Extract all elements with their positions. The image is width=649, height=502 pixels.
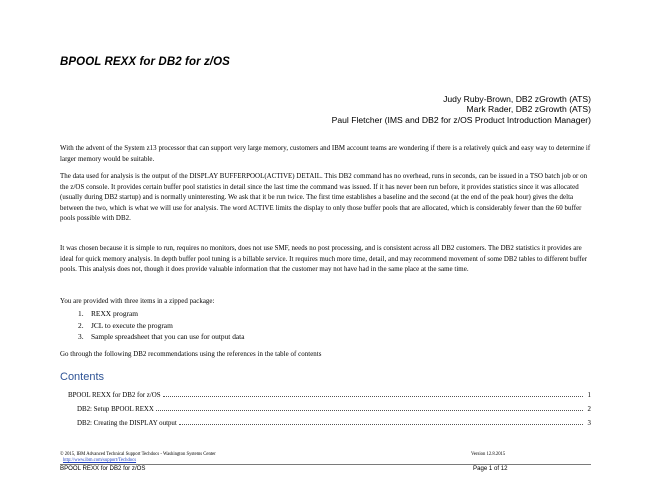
footer-copyright (60, 452, 216, 464)
document-title: BPOOL REXX for DB2 for z/OS (60, 56, 230, 68)
author-line: Judy Ruby-Brown, DB2 zGrowth (ATS) (443, 94, 591, 104)
package-intro-text: You are provided with three items in a zipped package: (60, 298, 215, 305)
toc-entry-page[interactable]: 1 (587, 392, 591, 399)
toc-entry[interactable] (60, 405, 591, 413)
list-item-number: 1. (78, 309, 84, 318)
footer-copyright-text: © 2015, IBM Advanced Technical Support Techdocs - Washington Systems Center (60, 452, 216, 457)
toc-leader-dots (163, 391, 583, 397)
analysis-paragraph (60, 172, 591, 225)
toc-entry-label[interactable]: DB2: Creating the DISPLAY output (77, 420, 177, 427)
toc-leader-dots (156, 405, 583, 411)
list-item-text: Sample spreadsheet that you can use for output data (91, 332, 245, 342)
toc-entry-page[interactable]: 3 (587, 420, 591, 427)
footer-page-number: Page 1 of 12 (473, 465, 508, 472)
footer-document-name: BPOOL REXX for DB2 for z/OS (60, 465, 146, 472)
footer-version: Version 12.8.2015 (471, 452, 506, 457)
package-items-list (78, 308, 245, 343)
author-line: Mark Rader, DB2 zGrowth (ATS) (466, 104, 591, 115)
instructions-text: Go through the following DB2 recommendations using the references in the table of contents (60, 351, 322, 358)
list-item (78, 308, 245, 320)
toc-entry[interactable] (60, 419, 591, 427)
toc-entry[interactable] (60, 391, 591, 399)
list-item-text: REXX program (91, 309, 139, 318)
rationale-text: It was chosen because it is simple to run, requires no monitors, does not use SMF, needs no post processing, and is consistent across all DB2 customers. The DB2 statistics it provides are ideal for quick memory analysis. In depth buffer pool tuning is a billable service. It requires much more time, detail, and may recommend movement of some DB2 tables to different buffer pools. This analysis does not, though it does provide valuable information that the customer may not have had in the same place at the same time. (60, 245, 588, 274)
intro-paragraph (60, 144, 591, 165)
list-item (78, 331, 245, 343)
toc-leader-dots (179, 419, 583, 425)
toc-entry-label[interactable]: DB2: Setup BPOOL REXX (77, 406, 154, 413)
contents-heading: Contents (60, 371, 105, 383)
footer-url-link[interactable]: http://www.ibm.com/support/Techdocs (63, 458, 137, 464)
author-block (332, 94, 591, 125)
list-item-number: 3. (78, 332, 84, 342)
toc-entry-page[interactable]: 2 (587, 406, 591, 413)
toc-entry-label[interactable]: BPOOL REXX for DB2 for z/OS (68, 392, 161, 399)
instructions-paragraph (60, 350, 591, 361)
author-line: Paul Fletcher (IMS and DB2 for z/OS Product Introduction Manager) (331, 114, 591, 125)
list-item-number: 2. (78, 320, 84, 330)
intro-text: With the advent of the System z13 processor that can support very large memory, customers and IBM account teams are wondering if there is a relatively quick and easy way to determine if larger memory would be suitable. (60, 145, 591, 163)
rationale-paragraph (60, 244, 591, 276)
package-intro-paragraph (60, 297, 591, 308)
list-item (78, 320, 245, 332)
analysis-text: The data used for analysis is the output of the DISPLAY BUFFERPOOL(ACTIVE) DETAIL. This DB2 command has no overhead, runs in seconds, can be issued in a TSO batch job or on the z/OS console. It provides certain buffer pool statistics in detail since the last time the command was issued. If it has never been run before, it provides statistics since it was allocated (usually during DB2 startup) and is normally uninteresting. We ask that it be run twice. The first time establishes a baseline and the second (at the end of the peak hour) gives the delta between the two, which is what we will use for analysis. The word ACTIVE limits the display to only those buffer pools that are allocated, which is considerably fewer than the 60 buffer pools possible with DB2. (60, 173, 588, 223)
list-item-text: JCL to execute the program (91, 320, 173, 330)
